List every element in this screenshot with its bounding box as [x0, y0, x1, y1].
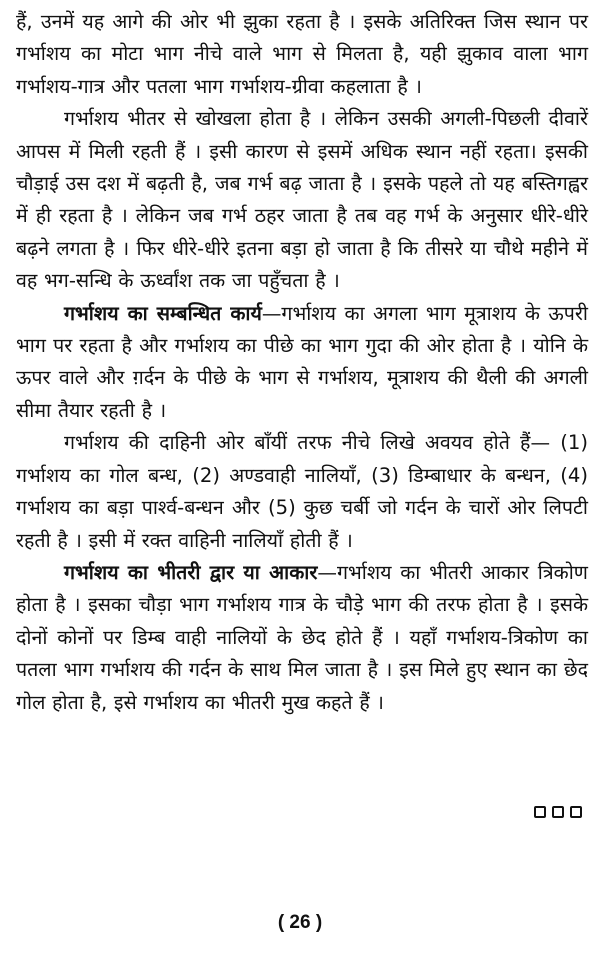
- section-heading-inner-opening: गर्भाशय का भीतरी द्वार या आकार: [64, 560, 318, 584]
- hollow-square-icon: [552, 806, 564, 818]
- paragraph-1-text: हैं, उनमें यह आगे की ओर भी झुका रहता है । इसके अतिरिक्त जिस स्थान पर गर्भाशय का मोटा भाग नीचे वाले भाग से मिलता है, यही झुकाव वाला भाग गर्भाशय-गात्र और पतला भाग गर्भाशय-ग्रीवा कहलाता है ।: [16, 10, 588, 98]
- paragraph-3-text: —गर्भाशय का अगला भाग मूत्राशय के ऊपरी भाग पर रहता है और गर्भाशय का पीछे का भाग गुदा की ओर होता है । योनि के ऊपर वाले और ग़र्दन के पीछे के भाग से गर्भाशय, मूत्राशय की थैली की अगली सीमा तैयार रहती है ।: [16, 301, 588, 422]
- page-number: ( 26 ): [277, 912, 323, 933]
- section-end-squares-icon: [534, 806, 582, 818]
- paragraph-4: [16, 427, 588, 557]
- paragraph-3: [16, 298, 588, 428]
- paragraph-2: [16, 103, 588, 297]
- paragraph-1: [16, 6, 588, 103]
- hollow-square-icon: [570, 806, 582, 818]
- paragraph-4-text: गर्भाशय की दाहिनी ओर बाँयीं तरफ नीचे लिखे अवयव होते हैं— (1) गर्भाशय का गोल बन्ध, (2) अण्डवाही नालियाँ, (3) डिम्बाधार के बन्धन, (4) गर्भाशय का बड़ा पार्श्व-बन्धन और (5) कुछ चर्बी जो गर्दन के चारों ओर लिपटी रहती है । इसी में रक्त वाहिनी नालियाँ होती हैं ।: [16, 431, 588, 552]
- paragraph-2-text: गर्भाशय भीतर से खोखला होता है । लेकिन उसकी अगली-पिछली दीवारें आपस में मिली रहती हैं । इसी कारण से इसमें अधिक स्थान नहीं रहता। इसकी चौड़ाई उस दश में बढ़ती है, जब गर्भ बढ़ जाता है । इसके पहले तो यह बस्तिगह्वर में ही रहता है । लेकिन जब गर्भ ठहर जाता है तब वह गर्भ के अनुसार धीरे-धीरे बढ़ने लगता है । फिर धीरे-धीरे इतना बड़ा हो जाता है कि तीसरे या चौथे महीने में वह भग-सन्धि के ऊर्ध्वांश तक जा पहुँचता है ।: [16, 107, 588, 293]
- page-body: [16, 6, 588, 719]
- paragraph-5-text: —गर्भाशय का भीतरी आकार त्रिकोण होता है । इसका चौड़ा भाग गर्भाशय गात्र के चौड़े भाग की तरफ होता है । इसके दोनों कोनों पर डिम्ब वाही नालियों के छेद होते हैं । यहाँ गर्भाशय-त्रिकोण का पतला भाग गर्भाशय की गर्दन के साथ मिल जाता है । इस मिले हुए स्थान का छेद गोल होता है, इसे गर्भाशय का भीतरी मुख कहते हैं ।: [16, 560, 588, 714]
- hollow-square-icon: [534, 806, 546, 818]
- section-heading-uterus-relations: गर्भाशय का सम्बन्धित कार्य: [64, 301, 262, 325]
- paragraph-5: [16, 557, 588, 719]
